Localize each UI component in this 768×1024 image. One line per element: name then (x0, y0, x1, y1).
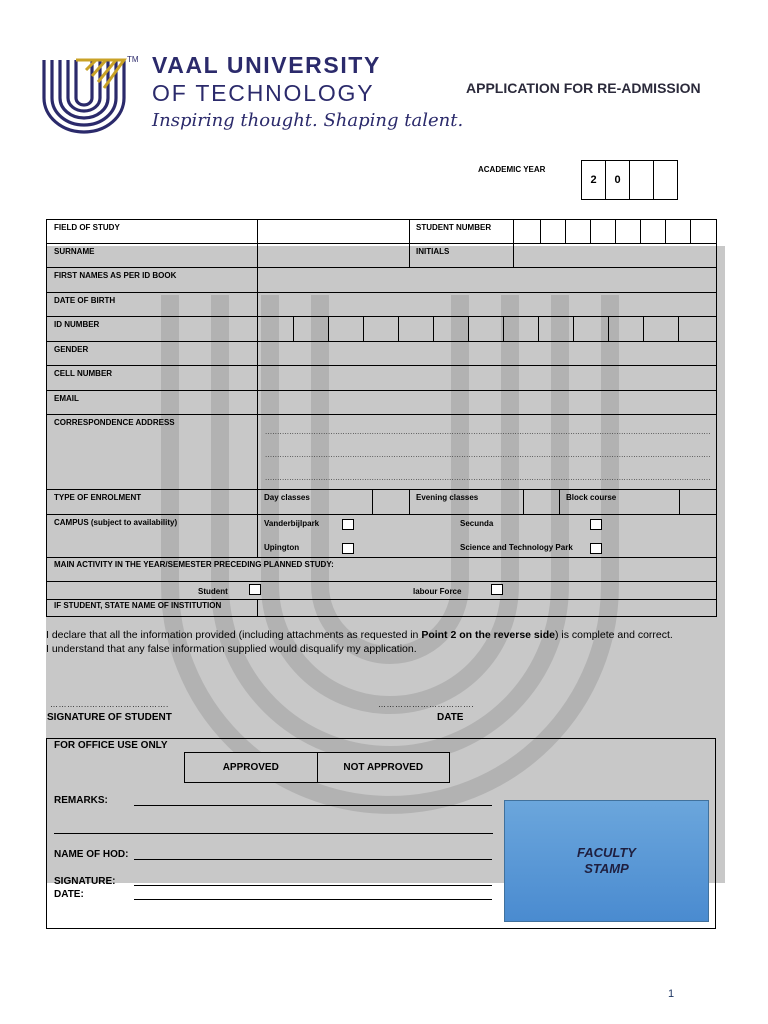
row-email (47, 391, 716, 415)
name-of-hod-line[interactable] (134, 859, 492, 860)
student-number-label: STUDENT NUMBER (416, 223, 492, 232)
row-gender (47, 342, 716, 366)
office-use-box (46, 738, 716, 929)
block-course-option[interactable] (680, 490, 716, 514)
page-number: 1 (668, 988, 675, 1000)
row-field-of-study (47, 220, 716, 244)
academic-year-label: ACADEMIC YEAR (478, 165, 546, 174)
date-of-birth-label: DATE OF BIRTH (47, 293, 258, 316)
declaration-text: I declare that all the information provided (including attachments as requested in Point 2 on the reverse side) is complete and correct. I understand that any false information supplied would disqualify my application. (46, 629, 673, 655)
date-label: DATE (437, 712, 464, 723)
office-date-line[interactable] (134, 899, 492, 900)
field-of-study-label: FIELD OF STUDY (47, 220, 258, 243)
row-surname (47, 244, 716, 268)
row-campus (47, 515, 716, 558)
secunda-checkbox[interactable] (590, 519, 602, 530)
year-digit-4[interactable] (654, 161, 677, 199)
row-main-activity (47, 558, 716, 582)
signature-label: SIGNATURE: (54, 876, 116, 887)
evening-classes-label: Evening classes (416, 493, 479, 502)
remarks-label: REMARKS: (54, 795, 108, 806)
name-of-hod-label: NAME OF HOD: (54, 849, 129, 860)
student-number-cells[interactable] (513, 220, 716, 243)
day-classes-label: Day classes (264, 493, 310, 502)
academic-year-boxes (581, 160, 678, 200)
first-names-label: FIRST NAMES AS PER ID BOOK (47, 268, 258, 292)
upington-checkbox[interactable] (342, 543, 354, 554)
block-course-label: Block course (566, 493, 617, 502)
secunda-label: Secunda (460, 519, 494, 528)
labour-force-checkbox[interactable] (491, 584, 503, 595)
university-tagline: Inspiring thought. Shaping talent. (152, 110, 464, 131)
address-line-3[interactable]: ........................................................................................................................................................................................ (265, 473, 711, 482)
trademark-mark: TM (127, 55, 139, 64)
upington-label: Upington (264, 543, 300, 552)
not-approved-option[interactable]: NOT APPROVED (343, 762, 424, 773)
university-logo-icon (40, 54, 130, 134)
correspondence-address-label: CORRESPONDENCE ADDRESS (47, 415, 258, 489)
remarks-line-2[interactable] (54, 833, 493, 834)
gender-label: GENDER (47, 342, 258, 365)
first-names-input[interactable] (258, 268, 716, 292)
cell-number-label: CELL NUMBER (47, 366, 258, 390)
year-digit-2[interactable]: 0 (606, 161, 630, 199)
labour-force-label: labour Force (413, 587, 462, 596)
campus-label: CAMPUS (subject to availability) (47, 515, 258, 557)
main-activity-label: MAIN ACTIVITY IN THE YEAR/SEMESTER PRECEDING PLANNED STUDY: (54, 560, 334, 569)
row-address (47, 415, 716, 490)
science-park-label: Science and Technology Park (460, 543, 573, 552)
date-of-birth-input[interactable] (258, 293, 716, 316)
cell-number-input[interactable] (258, 366, 716, 390)
row-institution (47, 600, 716, 616)
type-of-enrolment-label: TYPE OF ENROLMENT (47, 490, 258, 514)
id-number-cells[interactable] (258, 317, 716, 341)
faculty-stamp-area (504, 800, 709, 922)
year-digit-1[interactable]: 2 (582, 161, 606, 199)
email-label: EMAIL (47, 391, 258, 414)
row-activity-options (47, 582, 716, 600)
initials-input[interactable] (514, 244, 716, 267)
year-digit-3[interactable] (630, 161, 654, 199)
initials-label: INITIALS (416, 247, 450, 256)
university-name-line2: OF TECHNOLOGY (152, 80, 375, 106)
approved-option[interactable]: APPROVED (185, 753, 318, 782)
stamp-line-2: STAMP (584, 861, 629, 876)
surname-input[interactable] (258, 244, 409, 267)
date-signature-line[interactable]: ……………………………. (378, 700, 475, 709)
office-date-label: DATE: (54, 889, 84, 900)
student-checkbox[interactable] (249, 584, 261, 595)
stamp-line-1: FACULTY (577, 845, 636, 860)
approval-options (184, 752, 450, 783)
institution-input[interactable] (258, 600, 716, 616)
office-use-title: FOR OFFICE USE ONLY (54, 740, 168, 751)
university-name-line1: VAAL UNIVERSITY (152, 52, 381, 78)
application-form (46, 219, 717, 617)
evening-classes-option[interactable] (524, 490, 559, 514)
student-signature-line[interactable]: …………..………………………. (50, 700, 169, 709)
hod-signature-line[interactable] (134, 885, 492, 886)
form-title: APPLICATION FOR RE-ADMISSION (466, 80, 701, 96)
surname-label: SURNAME (47, 244, 258, 267)
student-option-label: Student (198, 587, 228, 596)
signature-of-student-label: SIGNATURE OF STUDENT (47, 712, 172, 723)
field-of-study-input[interactable] (258, 220, 409, 243)
institution-label: IF STUDENT, STATE NAME OF INSTITUTION (47, 600, 258, 616)
gender-input[interactable] (258, 342, 716, 365)
vanderbijlpark-checkbox[interactable] (342, 519, 354, 530)
row-cell-number (47, 366, 716, 391)
address-line-1[interactable]: ........................................................................................................................................................................................ (265, 427, 711, 436)
day-classes-option[interactable] (373, 490, 409, 514)
row-id-number (47, 317, 716, 342)
row-date-of-birth (47, 293, 716, 317)
id-number-label: ID NUMBER (47, 317, 258, 341)
row-enrolment (47, 490, 716, 515)
address-line-2[interactable]: ........................................................................................................................................................................................ (265, 450, 711, 459)
email-input[interactable] (258, 391, 716, 414)
remarks-line-1[interactable] (134, 805, 492, 806)
vanderbijlpark-label: Vanderbijlpark (264, 519, 320, 528)
science-park-checkbox[interactable] (590, 543, 602, 554)
row-first-names (47, 268, 716, 293)
